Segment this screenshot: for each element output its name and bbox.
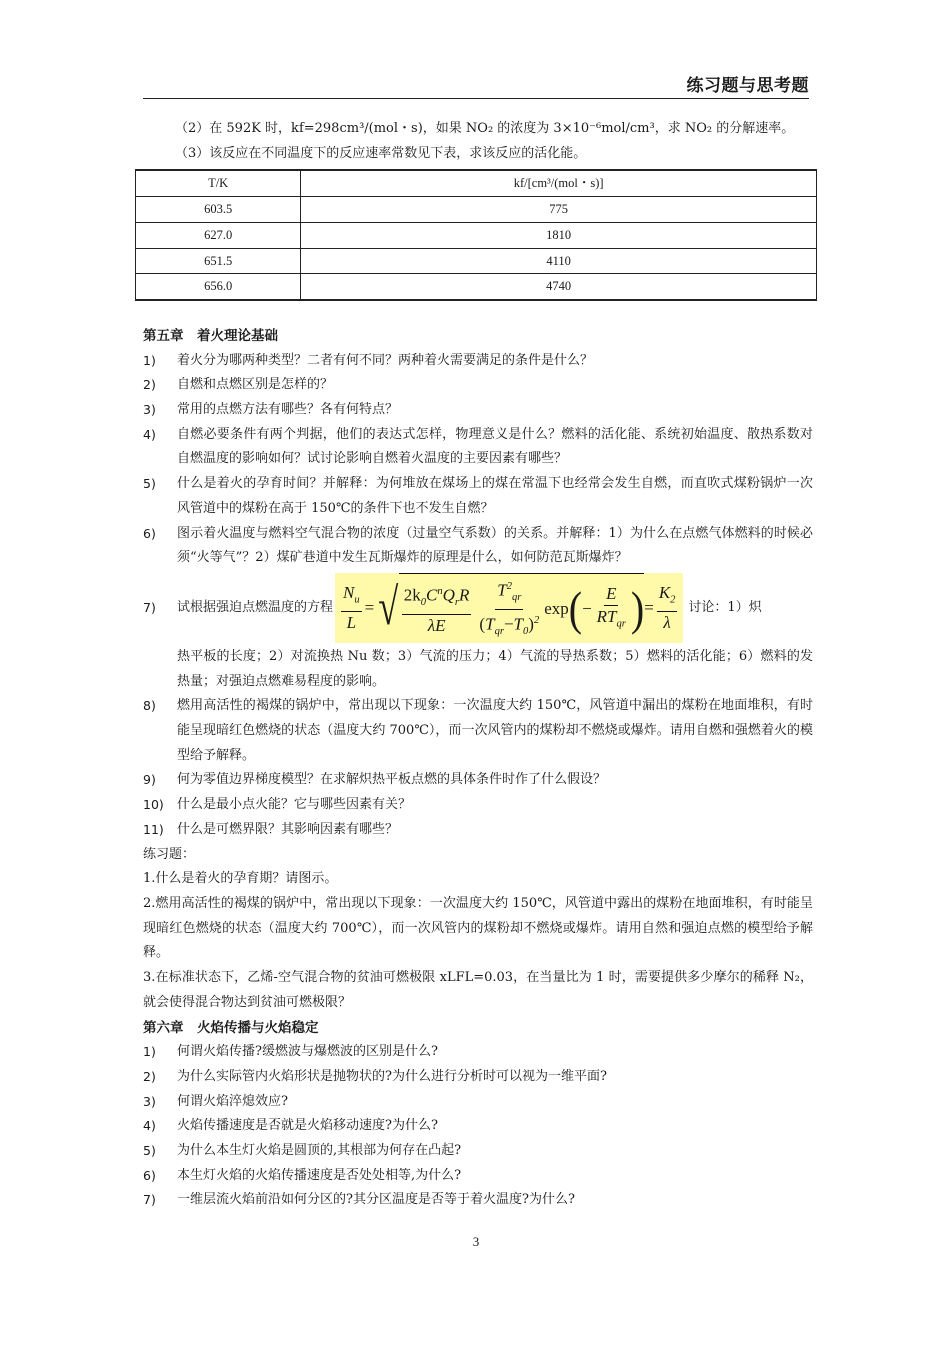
equals-sign: = [364, 597, 375, 617]
table-header-row [136, 170, 817, 196]
fraction-nu-l [341, 582, 362, 634]
question-text: 火焰传播速度是否就是火焰移动速度?为什么? [177, 1118, 438, 1134]
list-item [143, 1114, 813, 1139]
question-text: 试根据强迫点燃温度的方程 [177, 599, 334, 615]
ignition-equation [335, 573, 683, 643]
list-item [143, 472, 813, 521]
list-item [143, 818, 813, 843]
question-text: 燃用高活性的褐煤的锅炉中，常出现以下现象：一次温度大约 150℃，风管道中漏出的煤粉在地面堆积，有时能呈现暗红色燃烧的状态（温度大约 700℃），而一次风管内的煤粉却不燃烧或爆炸。请用自燃和强燃着火的模型给予解释。 [177, 698, 813, 763]
formula-symbol: T [497, 580, 507, 600]
table-row [136, 197, 817, 223]
formula-subscript: r [454, 597, 460, 609]
question-text: 本生灯火焰的火焰传播速度是否处处相等,为什么? [177, 1167, 462, 1183]
question-text: 着火分为哪两种类型？二者有何不同？两种着火需要满足的条件是什么？ [177, 352, 594, 368]
list-item [143, 1090, 813, 1115]
list-item [143, 768, 813, 793]
table-cell: 775 [301, 197, 817, 223]
question-number: 4) [143, 1118, 156, 1134]
question-text: 为什么本生灯火焰是圆顶的,其根部为何存在凸起? [177, 1143, 462, 1159]
question-number: 3) [143, 402, 156, 418]
list-item [143, 1040, 813, 1065]
header-title: 练习题与思考题 [686, 76, 809, 96]
formula-superscript: 2 [533, 614, 540, 626]
table-row [136, 222, 817, 248]
chapter5-title: 第五章 着火理论基础 [143, 327, 278, 344]
table-cell: 4740 [301, 274, 817, 300]
list-item [143, 1065, 813, 1090]
list-item [143, 1139, 813, 1164]
table-row [136, 248, 817, 274]
list-item [143, 1164, 813, 1189]
formula-symbol: E [604, 583, 618, 606]
list-item [143, 645, 813, 694]
question-number: 3) [143, 1093, 156, 1109]
question-text: 自燃和点燃区别是怎样的？ [177, 377, 334, 393]
formula-symbol: λ [663, 613, 671, 633]
formula-symbol: Q [442, 586, 455, 606]
formula-symbol: N [343, 582, 355, 602]
question-number: 7) [143, 1192, 156, 1208]
question-number: 2) [143, 1068, 156, 1084]
list-item [143, 1188, 813, 1213]
formula-symbol: C [426, 586, 438, 606]
question-text: 常用的点燃方法有哪些？各有何特点？ [177, 402, 399, 418]
formula-subscript: qr [616, 618, 626, 630]
question-number: 6) [143, 1167, 156, 1183]
list-item [143, 694, 813, 768]
formula-subscript: u [354, 594, 360, 606]
list-item [143, 398, 813, 423]
formula-subscript: qr [494, 626, 504, 637]
question-text: 何为零值边界梯度模型？在求解炽热平板点燃的具体条件时作了什么假设？ [177, 772, 607, 788]
question-text: 一维层流火焰前沿如何分区的?其分区温度是否等于着火温度?为什么? [177, 1192, 575, 1208]
table-cell: 4110 [301, 248, 817, 274]
question-number: 7) [143, 599, 156, 615]
exercise-title: 练习题： [143, 846, 196, 862]
question-text: 为什么实际管内火焰形状是抛物状的?为什么进行分析时可以视为一维平面? [177, 1068, 607, 1084]
formula-symbol: T [485, 614, 495, 634]
question-text: 何谓火焰传播?缓燃波与爆燃波的区别是什么? [177, 1044, 438, 1060]
page-number: 3 [472, 1234, 480, 1249]
question-number: 11) [143, 821, 164, 837]
formula-symbol: R [459, 586, 470, 606]
equals-sign: = [644, 597, 654, 617]
table-row [136, 274, 817, 300]
list-item [143, 349, 813, 374]
question-text: 图示着火温度与燃料空气混合物的浓度（过量空气系数）的关系。并解释：1）为什么在点燃气体燃料的时候必须“火等气”？2）煤矿巷道中发生瓦斯爆炸的原理是什么，如何防范瓦斯爆炸？ [177, 525, 813, 566]
question-number: 5) [143, 476, 156, 492]
formula-superscript: n [437, 586, 443, 598]
list-item [143, 793, 813, 818]
formula-superscript: 2 [506, 580, 512, 592]
chapter6-questions [143, 1040, 813, 1213]
top-line-1: （2）在 592K 时，kf=298cm³/(mol・s)，如果 NO₂ 的浓度为 3×10⁻⁶mol/cm³，求 NO₂ 的分解速率。 [175, 121, 795, 136]
page-content [143, 117, 813, 1213]
list-item [143, 423, 813, 472]
formula-subscript: 0 [523, 626, 529, 637]
question-7-formula-line [143, 571, 813, 645]
header-rule [143, 98, 809, 99]
exercise-item: 2.燃用高活性的褐煤的锅炉中，常出现以下现象：一次温度大约 150℃，风管道中露出的煤粉在地面堆积，有时能呈现暗红色燃烧的状态（温度大约 700℃），而一次风管内的煤粉却不燃烧或爆炸。请用自然和强迫点燃的模型给予解释。 [143, 895, 813, 961]
list-item [143, 373, 813, 398]
formula-subscript: 2 [670, 594, 676, 606]
question-text: 何谓火焰淬熄效应? [177, 1093, 288, 1109]
formula-subscript: qr [511, 591, 522, 603]
formula-symbol: 2k [403, 586, 421, 606]
fraction-coefficients [402, 581, 472, 637]
formula-subscript: 0 [420, 597, 427, 609]
radical-icon: √ [378, 578, 399, 636]
formula-symbol: T [513, 614, 523, 634]
right-paren: ) [630, 581, 645, 636]
question-text: 什么是可燃界限？其影响因素有哪些？ [177, 821, 399, 837]
chapter5-questions [143, 349, 813, 843]
rate-constant-table [135, 169, 817, 301]
table-cell: 651.5 [136, 248, 301, 274]
formula-symbol: L [346, 613, 357, 633]
question-number: 8) [143, 698, 156, 714]
question-number: 4) [143, 426, 156, 442]
question-number: 10) [143, 797, 164, 813]
fraction-temperature: $\frac{T^2_{qr}}{(T_{qr}-T_0)^2}$ [477, 576, 541, 643]
question-number: 9) [143, 772, 156, 788]
fraction-k2-lambda [657, 582, 678, 634]
exercise-item: 1.什么是着火的孕育期？请图示。 [143, 871, 338, 887]
table-header-cell: T/K [136, 170, 301, 196]
formula-symbol: K [658, 582, 671, 602]
top-line-2: （3）该反应在不同温度下的反应速率常数见下表，求该反应的活化能。 [175, 145, 587, 161]
formula-function: exp [544, 599, 569, 619]
chapter6-title: 第六章 火焰传播与火焰稳定 [143, 1019, 319, 1036]
question-text: 自燃必要条件有两个判据，他们的表达式怎样，物理意义是什么？燃料的活化能、系统初始温度、散热系数对自燃温度的影响如何？试讨论影响自燃着火温度的主要因素有哪些？ [177, 426, 813, 467]
question-number: 1) [143, 1044, 156, 1060]
left-paren: ( [568, 581, 583, 636]
question-number: 6) [143, 525, 156, 541]
question-text: 讨论：1）炽 [688, 599, 762, 615]
table-cell: 656.0 [136, 274, 301, 300]
table-cell: 603.5 [136, 197, 301, 223]
question-text: 什么是着火的孕育时间？并解释：为何堆放在煤场上的煤在常温下也经常会发生自燃，而直吹式煤粉锅炉一次风管道中的煤粉在高于 150℃的条件下也不发生自燃？ [177, 476, 813, 516]
question-number: 5) [143, 1143, 156, 1159]
table-header-cell: kf/[cm³/(mol・s)] [301, 170, 817, 196]
formula-operator: − [503, 614, 514, 634]
question-number: 2) [143, 377, 156, 393]
question-number: 1) [143, 352, 156, 368]
table-cell: 627.0 [136, 222, 301, 248]
exercise-item: 3.在标准状态下，乙烯-空气混合物的贫油可燃极限 xLFL=0.03，在当量比为 1 时，需要提供多少摩尔的稀释 N₂，就会使得混合物达到贫油可燃极限？ [143, 970, 813, 1010]
formula-operator: − [582, 599, 592, 619]
fraction-activation [595, 583, 628, 635]
formula-symbol: λE [427, 616, 446, 636]
question-text: 热平板的长度；2）对流换热 Nu 数；3）气流的压力；4）气流的导热系数；5）燃料的活化能；6）燃料的发热量；对强迫点燃难易程度的影响。 [177, 648, 813, 689]
question-text: 什么是最小点火能？它与哪些因素有关？ [177, 797, 412, 813]
table-cell: 1810 [301, 222, 817, 248]
list-item [143, 522, 813, 571]
formula-symbol: RT [596, 607, 617, 627]
square-root [374, 573, 644, 643]
